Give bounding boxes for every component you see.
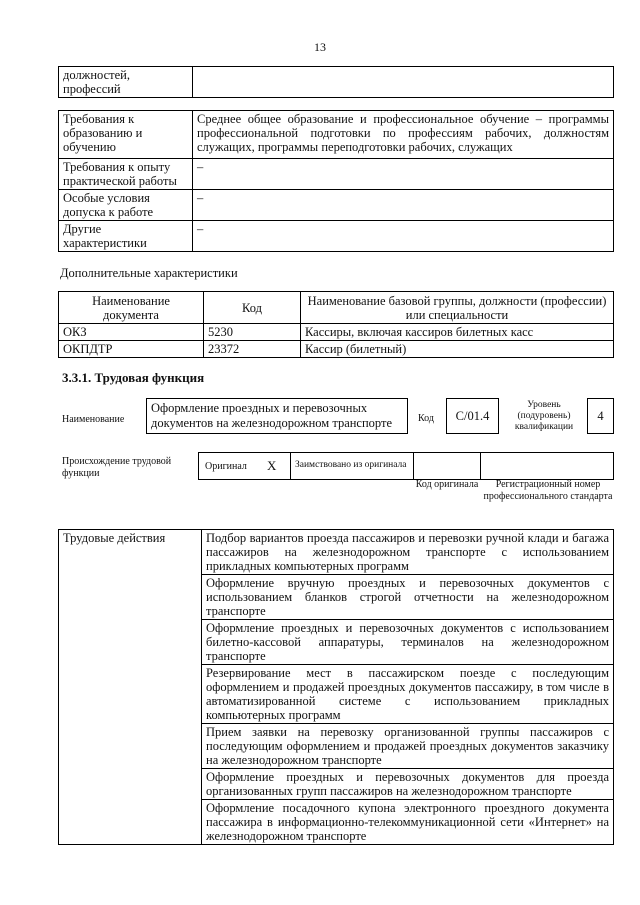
borrowed-label: Заимствовано из оригинала bbox=[295, 460, 407, 470]
level-value: 4 bbox=[597, 408, 604, 423]
header-code: Код bbox=[204, 292, 301, 324]
page-number: 13 bbox=[314, 40, 326, 54]
requirement-label: Особые условия допуска к работе bbox=[59, 190, 193, 221]
labor-action-item: Резервирование мест в пассажирском поезде с последующим оформлением и продажей проездных документов пассажиру, в том числе в автоматизированной системе с использованием прикладных компьютерных программ bbox=[202, 665, 614, 724]
requirement-value: Среднее общее образование и профессиональное обучение – программы профессиональной подготовки по профессиям рабочих, должностям служащих, программы переподготовки рабочих, служащих bbox=[193, 111, 614, 159]
labor-actions-table bbox=[58, 529, 614, 845]
requirement-value: – bbox=[193, 159, 614, 190]
labor-action-item: Оформление проездных и перевозочных документов с использованием билетно-кассовой аппаратуры, терминалов на железнодорожном транспорте bbox=[202, 620, 614, 665]
code-box bbox=[446, 398, 499, 434]
additional-heading: Дополнительные характеристики bbox=[60, 266, 238, 280]
top-fragment-table bbox=[58, 66, 614, 98]
code-value: С/01.4 bbox=[455, 408, 490, 423]
origin-reg-cell bbox=[480, 452, 614, 480]
level-label: Уровень (подуровень) квалификации bbox=[514, 400, 574, 432]
origin-original-cell bbox=[198, 452, 291, 480]
level-box bbox=[587, 398, 614, 434]
section-title: 3.3.1. Трудовая функция bbox=[62, 370, 205, 385]
labor-actions-label: Трудовые действия bbox=[59, 530, 202, 845]
table-cell: Кассиры, включая кассиров билетных касс bbox=[301, 324, 614, 341]
labor-action-item: Оформление посадочного купона электронного проездного документа пассажира в информационно-телекоммуникационной сети «Интернет» на железнодорожном транспорте bbox=[202, 800, 614, 845]
function-name-value: Оформление проездных и перевозочных документов на железнодорожном транспорте bbox=[151, 401, 393, 430]
original-label: Оригинал bbox=[205, 461, 247, 472]
requirement-label: Другие характеристики bbox=[59, 221, 193, 252]
reg-number-label: Регистрационный номер профессионального стандарта bbox=[483, 479, 613, 502]
code-label: Код bbox=[418, 413, 434, 424]
requirement-value: – bbox=[193, 190, 614, 221]
origin-code-cell bbox=[413, 452, 481, 480]
labor-action-item: Оформление проездных и перевозочных документов для проезда организованных групп пассажиров на железнодорожном транспорте bbox=[202, 769, 614, 800]
positions-value bbox=[193, 67, 614, 98]
table-cell: Кассир (билетный) bbox=[301, 341, 614, 358]
labor-action-item: Подбор вариантов проезда пассажиров и перевозки ручной клади и багажа пассажиров на железнодорожном транспорте с использованием прикладных компьютерных программ bbox=[202, 530, 614, 575]
table-cell: 5230 bbox=[204, 324, 301, 341]
requirements-table bbox=[58, 110, 614, 252]
function-name-box bbox=[146, 398, 408, 434]
requirement-label: Требования к образованию и обучению bbox=[59, 111, 193, 159]
code-original-label: Код оригинала bbox=[415, 479, 479, 490]
table-cell: ОКЗ bbox=[59, 324, 204, 341]
requirement-label: Требования к опыту практической работы bbox=[59, 159, 193, 190]
header-doc-name: Наименование документа bbox=[59, 292, 204, 324]
labor-action-item: Оформление вручную проездных и перевозочных документов с использованием бланков строгой отчетности на железнодорожном транспорте bbox=[202, 575, 614, 620]
table-cell: ОКПДТР bbox=[59, 341, 204, 358]
requirement-value: – bbox=[193, 221, 614, 252]
origin-borrowed-cell bbox=[290, 452, 414, 480]
original-mark: X bbox=[267, 458, 277, 473]
labor-action-item: Прием заявки на перевозку организованной группы пассажиров с последующим оформлением и продажей проездных документов заказчику на железнодорожном транспорте bbox=[202, 724, 614, 769]
table-cell: 23372 bbox=[204, 341, 301, 358]
positions-label: должностей, профессий bbox=[59, 67, 193, 98]
header-group-name: Наименование базовой группы, должности (профессии) или специальности bbox=[301, 292, 614, 324]
additional-table bbox=[58, 291, 614, 358]
name-label: Наименование bbox=[62, 414, 125, 425]
origin-label: Происхождение трудовой функции bbox=[62, 456, 172, 479]
